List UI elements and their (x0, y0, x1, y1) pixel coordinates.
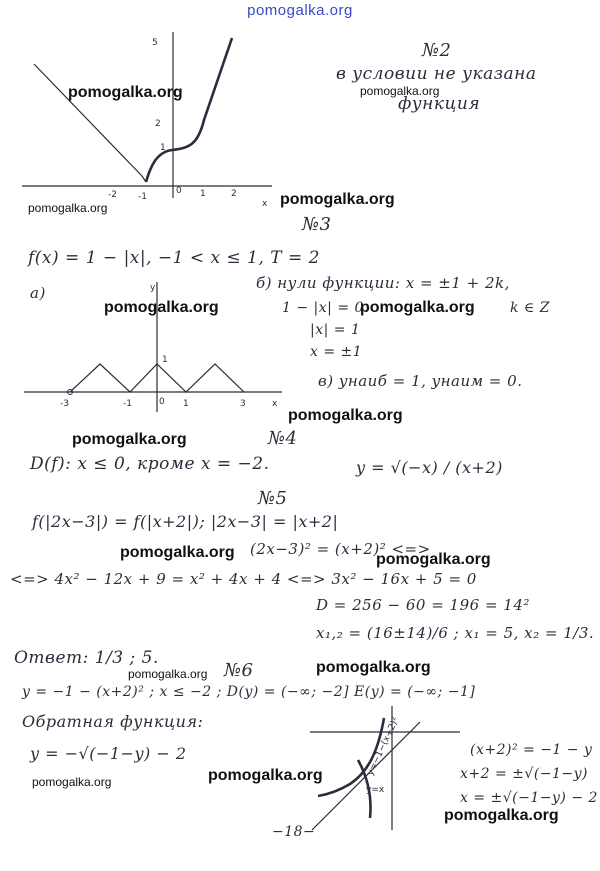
graph2-x-label: x (272, 399, 278, 409)
n3-part-a: а) (30, 284, 46, 302)
n3-part-c: в) yнаиб = 1, yнаим = 0. (318, 372, 523, 390)
graph2-tick-label: 1 (162, 355, 168, 365)
watermark: pomogalka.org (288, 407, 403, 424)
watermark: pomogalka.org (72, 431, 187, 448)
n5-line3: <=> 4x² − 12x + 9 = x² + 4x + 4 <=> 3x² − 16x + 5 = 0 (10, 570, 477, 588)
graph-1 (22, 32, 272, 209)
graph-3 (310, 706, 460, 830)
graph1-y-label: 5 (152, 38, 158, 48)
n6-line2: Обратная функция: (22, 712, 204, 731)
n3-b2: 1 − |x| = 0 (282, 300, 364, 316)
site-header: pomogalka.org (247, 2, 353, 19)
graph1-x-label: 0 (176, 186, 182, 196)
watermark: pomogalka.org (208, 767, 323, 784)
watermark: pomogalka.org (68, 84, 183, 101)
n5-answer: Ответ: 1/3 ; 5. (14, 648, 159, 668)
n5-line5: x₁,₂ = (16±14)/6 ; x₁ = 5, x₂ = 1/3. (316, 624, 595, 642)
watermark: pomogalka.org (104, 299, 219, 316)
n4-text: D(f): x ≤ 0, кроме x = −2. (30, 454, 270, 474)
n4-number: №4 (268, 428, 298, 449)
n3-part-b: б) нули функции: x = ±1 + 2k, (256, 274, 510, 292)
graph1-x-label: -1 (138, 192, 147, 202)
n6-number: №6 (224, 660, 254, 681)
watermark: pomogalka.org (280, 191, 395, 208)
n6-r1: (x+2)² = −1 − y (470, 742, 593, 758)
graph1-x-label: 1 (200, 189, 206, 199)
graph1-y-label: 1 (160, 143, 166, 153)
watermark: pomogalka.org (120, 544, 235, 561)
watermark: pomogalka.org (360, 84, 440, 98)
n3-b4: x = ±1 (310, 344, 363, 360)
watermark: pomogalka.org (444, 807, 559, 824)
watermark: pomogalka.org (128, 667, 208, 681)
graph1-curve (146, 38, 232, 182)
graph2-tick-label: -3 (60, 399, 69, 409)
graph1-x-axis-label: x (262, 199, 268, 209)
n3-number: №3 (302, 214, 332, 235)
graph2-tick-label: -1 (123, 399, 132, 409)
watermark: pomogalka.org (28, 201, 108, 215)
n6-r3: x = ±√(−1−y) − 2 (460, 790, 598, 806)
graph2-tick-label: 3 (240, 399, 246, 409)
graph2-tick-label: 0 (159, 397, 165, 407)
graph2-tick-label: 1 (183, 399, 189, 409)
n5-number: №5 (258, 488, 288, 509)
n6-line1: y = −1 − (x+2)² ; x ≤ −2 ; D(y) = (−∞; −2] E(y) = (−∞; −1] (22, 684, 476, 700)
n4-formula: y = √(−x) / (x+2) (356, 458, 503, 477)
n5-line2: (2x−3)² = (x+2)² <=> (250, 540, 431, 558)
watermark: pomogalka.org (316, 659, 431, 676)
page-number: −18− (272, 824, 316, 840)
graph3-axis-label: y=x (366, 785, 385, 795)
n2-line2: функция (398, 94, 481, 114)
n3-b2-right: k ∈ Z (510, 300, 550, 316)
graph3-curve-label: y=−1−(x+2)² (365, 716, 402, 778)
graph1-x-label: 2 (231, 189, 237, 199)
n6-r2: x+2 = ±√(−1−y) (460, 766, 589, 782)
watermark: pomogalka.org (376, 551, 491, 568)
n2-line1: в условии не указана (336, 64, 537, 84)
n3-b3: |x| = 1 (310, 322, 361, 338)
graph1-left-line (34, 64, 146, 182)
n5-line1: f(|2x−3|) = f(|x+2|); |2x−3| = |x+2| (32, 512, 339, 531)
n3-line1: f(x) = 1 − |x|, −1 < x ≤ 1, T = 2 (28, 248, 320, 268)
n2-number: №2 (422, 40, 452, 61)
watermark: pomogalka.org (360, 299, 475, 316)
graph1-x-label: -2 (108, 190, 117, 200)
watermark: pomogalka.org (32, 775, 112, 789)
graph1-y-label: 2 (155, 119, 161, 129)
n5-line4: D = 256 − 60 = 196 = 14² (316, 596, 530, 614)
n6-line3: y = −√(−1−y) − 2 (30, 744, 187, 763)
graph2-y-label: y (150, 283, 156, 293)
